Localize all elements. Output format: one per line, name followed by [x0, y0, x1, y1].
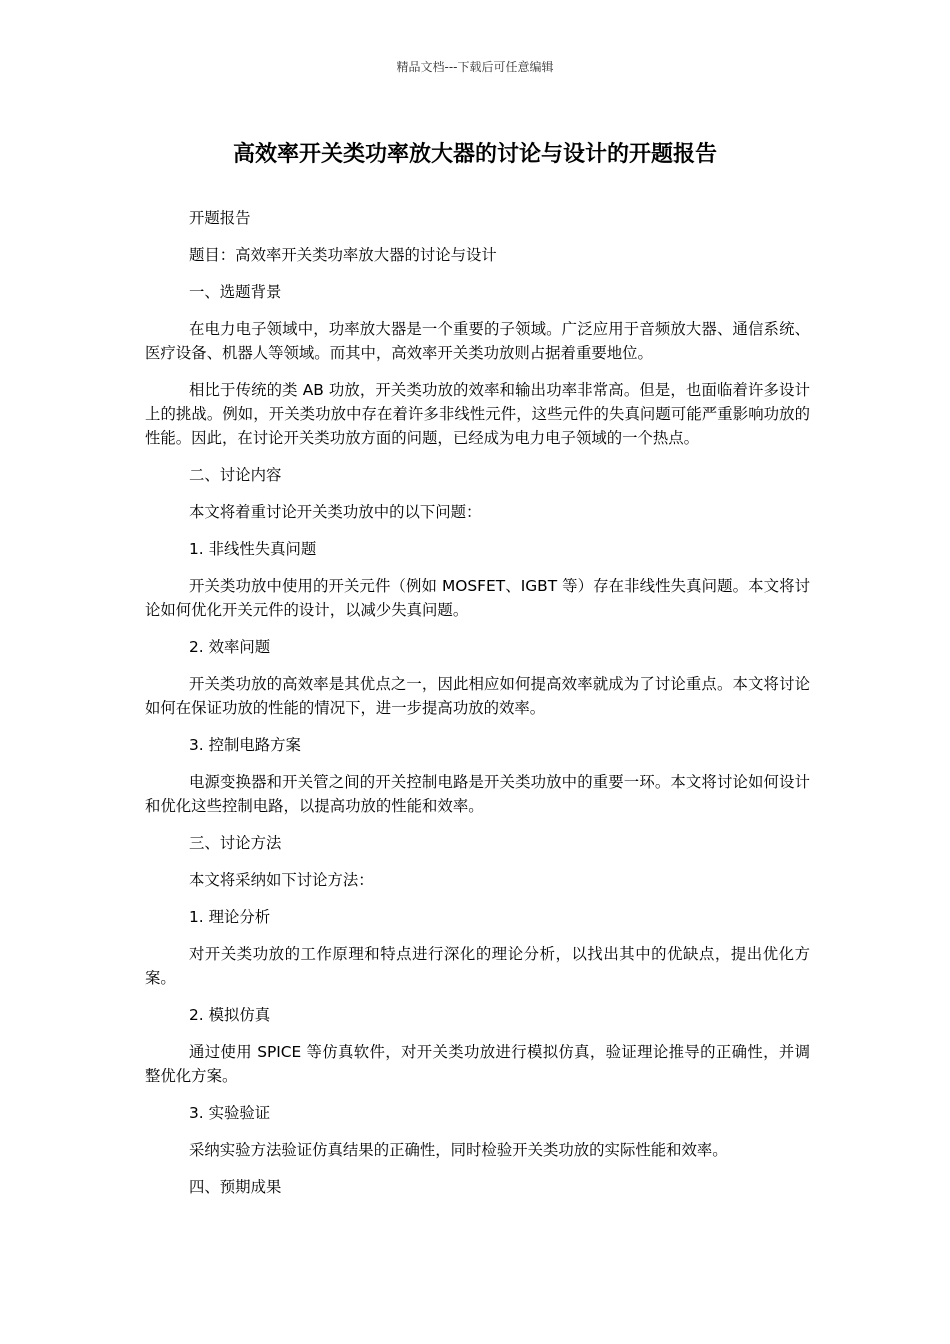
subsection-heading: 3. 实验验证: [189, 1104, 271, 1122]
paragraph: 开关类功放的高效率是其优点之一，因此相应如何提高效率就成为了讨论重点。本文将讨论如何在保证功放的性能的情况下，进一步提高功放的效率。: [145, 675, 810, 717]
subsection-heading: 2. 效率问题: [189, 638, 271, 656]
paragraph: 开题报告: [189, 209, 251, 227]
subsection-heading: 1. 非线性失真问题: [189, 540, 317, 558]
section-heading: 三、讨论方法: [189, 834, 282, 852]
subsection-heading: 3. 控制电路方案: [189, 736, 301, 754]
subsection-heading: 1. 理论分析: [189, 908, 271, 926]
document-body: [145, 206, 810, 1212]
subsection-heading: 2. 模拟仿真: [189, 1006, 271, 1024]
paragraph: 相比于传统的类 AB 功放，开关类功放的效率和输出功率非常高。但是，也面临着许多设计上的挑战。例如，开关类功放中存在着许多非线性元件，这些元件的失真问题可能严重影响功放的性能。因此，在讨论开关类功放方面的问题，已经成为电力电子领域的一个热点。: [145, 381, 810, 447]
section-heading: 二、讨论内容: [189, 466, 282, 484]
section-heading: 四、预期成果: [189, 1178, 282, 1196]
paragraph: 题目：高效率开关类功率放大器的讨论与设计: [189, 246, 497, 264]
paragraph: 本文将着重讨论开关类功放中的以下问题：: [189, 503, 482, 521]
header-note: 精品文档---下载后可任意编辑: [396, 60, 554, 74]
section-heading: 一、选题背景: [189, 283, 282, 301]
paragraph: 对开关类功放的工作原理和特点进行深化的理论分析，以找出其中的优缺点，提出优化方案。: [145, 945, 810, 987]
paragraph: 电源变换器和开关管之间的开关控制电路是开关类功放中的重要一环。本文将讨论如何设计和优化这些控制电路，以提高功放的性能和效率。: [145, 773, 810, 815]
paragraph: 本文将采纳如下讨论方法：: [189, 871, 374, 889]
paragraph: 开关类功放中使用的开关元件（例如 MOSFET、IGBT 等）存在非线性失真问题。本文将讨论如何优化开关元件的设计，以减少失真问题。: [145, 577, 810, 619]
paragraph: 通过使用 SPICE 等仿真软件，对开关类功放进行模拟仿真，验证理论推导的正确性，并调整优化方案。: [145, 1043, 810, 1085]
document-title: 高效率开关类功率放大器的讨论与设计的开题报告: [232, 142, 717, 167]
paragraph: 在电力电子领域中，功率放大器是一个重要的子领域。广泛应用于音频放大器、通信系统、医疗设备、机器人等领域。而其中，高效率开关类功放则占据着重要地位。: [145, 320, 810, 362]
paragraph: 采纳实验方法验证仿真结果的正确性，同时检验开关类功放的实际性能和效率。: [189, 1141, 728, 1159]
